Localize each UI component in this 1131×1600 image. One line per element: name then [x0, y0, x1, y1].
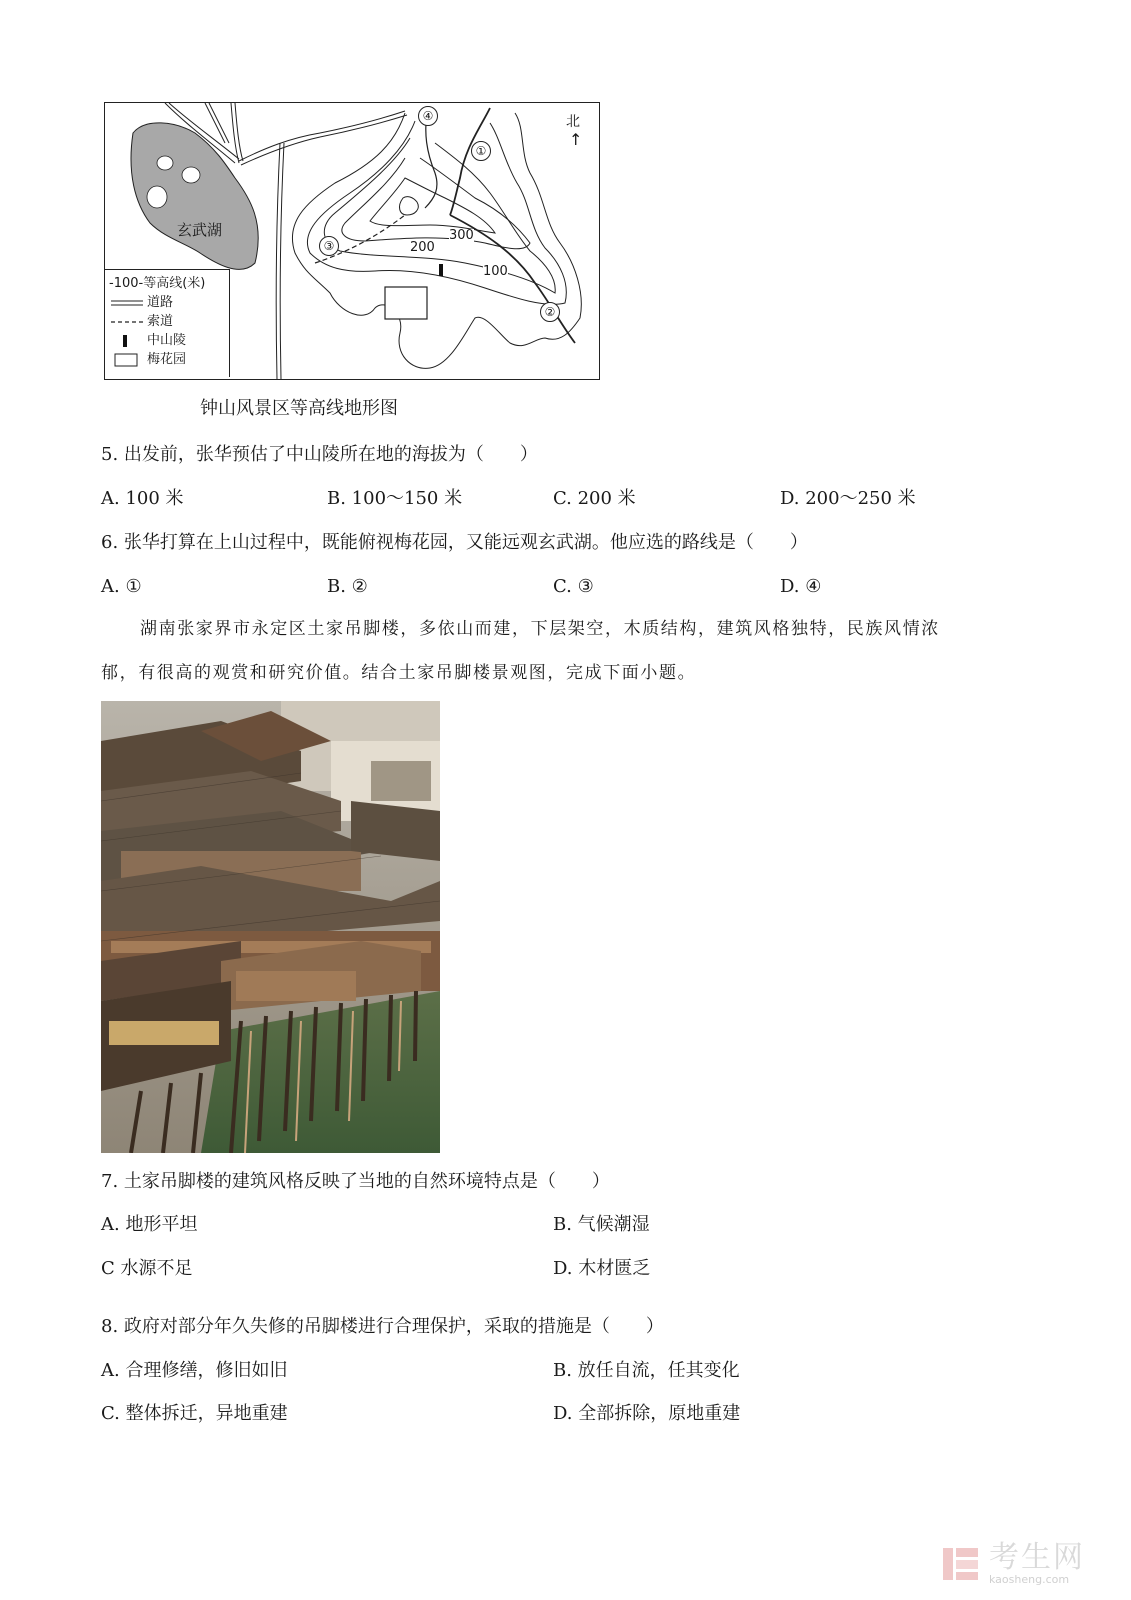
question-6-option-d: D. ④ [780, 576, 822, 597]
legend-item-plum-garden [109, 350, 229, 369]
legend-item-cableway [109, 312, 229, 331]
question-5-option-b: B. 100～150 米 [327, 488, 463, 509]
plum-garden-marker [385, 287, 427, 319]
marker-1: ① [471, 141, 491, 161]
watermark-logo-icon [941, 1544, 981, 1584]
question-8-option-a: A. 合理修缮，修旧如旧 [101, 1360, 288, 1381]
question-7-option-c: C 水源不足 [101, 1258, 193, 1279]
passage-line-1: 湖南张家界市永定区土家吊脚楼，多依山而建，下层架空，木质结构，建筑风格独特，民族风情浓 [140, 619, 940, 639]
watermark-text [989, 1542, 1085, 1586]
stilt-house-photo [101, 701, 440, 1153]
map-legend [105, 269, 230, 377]
road-icon [109, 296, 147, 310]
question-7-option-d: D. 木材匮乏 [553, 1258, 651, 1279]
contour-label-300: 300 [449, 228, 474, 243]
marker-2: ② [540, 302, 560, 322]
question-8-stem: 8. 政府对部分年久失修的吊脚楼进行合理保护，采取的措施是（ ） [101, 1316, 664, 1337]
question-6-option-a: A. ① [101, 576, 142, 597]
watermark-main: 考生网 [989, 1540, 1085, 1575]
lake-label: 玄武湖 [177, 221, 223, 239]
question-7-option-b: B. 气候潮湿 [553, 1214, 650, 1235]
north-label: 北 [566, 114, 580, 130]
question-6-option-c: C. ③ [553, 576, 594, 597]
legend-item-road [109, 293, 229, 312]
contour-line-300 [370, 178, 495, 233]
legend-item-mausoleum [109, 331, 229, 350]
plum-garden-icon [109, 353, 147, 367]
question-8-option-c: C. 整体拆迁，异地重建 [101, 1403, 288, 1424]
legend-label: 道路 [147, 294, 174, 310]
marker-3: ③ [319, 236, 339, 256]
stilt-house-illustration [101, 701, 440, 1153]
question-7-stem: 7. 土家吊脚楼的建筑风格反映了当地的自然环境特点是（ ） [101, 1171, 610, 1192]
legend-item-contour [109, 274, 229, 293]
contour-label-100: 100 [483, 264, 508, 279]
question-5-option-c: C. 200 米 [553, 488, 636, 509]
contour-line-250 [342, 158, 530, 249]
contour-map [104, 102, 600, 380]
question-7-option-a: A. 地形平坦 [101, 1214, 198, 1235]
lake-island [157, 156, 173, 170]
legend-label: 索道 [147, 313, 174, 329]
north-arrow-icon: ↑ [569, 130, 583, 149]
question-5-option-d: D. 200～250 米 [780, 488, 916, 509]
mausoleum-marker [439, 264, 443, 276]
mausoleum-icon [109, 334, 147, 348]
question-6-stem: 6. 张华打算在上山过程中，既能俯视梅花园，又能远观玄武湖。他应选的路线是（ ） [101, 532, 808, 553]
legend-label: 中山陵 [147, 332, 187, 348]
question-6-option-b: B. ② [327, 576, 368, 597]
marker-4: ④ [418, 106, 438, 126]
legend-label: 梅花园 [147, 351, 187, 367]
contour-line-summit [400, 197, 419, 215]
lake-island [147, 186, 167, 208]
watermark-sub: kaosheng.com [989, 1573, 1070, 1586]
watermark [941, 1542, 1085, 1586]
question-5-option-a: A. 100 米 [101, 488, 184, 509]
contour-line-100 [307, 121, 566, 304]
map-caption: 钟山风景区等高线地形图 [200, 398, 398, 419]
passage-line-2: 郁，有很高的观赏和研究价值。结合土家吊脚楼景观图，完成下面小题。 [101, 663, 697, 683]
question-8-option-b: B. 放任自流，任其变化 [553, 1360, 740, 1381]
cableway-icon [109, 315, 147, 329]
lake-island [182, 167, 200, 183]
route-1-road [450, 108, 490, 215]
contour-label-200: 200 [410, 240, 435, 255]
legend-label: -100-等高线(米) [109, 275, 206, 291]
question-8-option-d: D. 全部拆除，原地重建 [553, 1403, 741, 1424]
question-5-stem: 5. 出发前，张华预估了中山陵所在地的海拔为（ ） [101, 444, 538, 465]
